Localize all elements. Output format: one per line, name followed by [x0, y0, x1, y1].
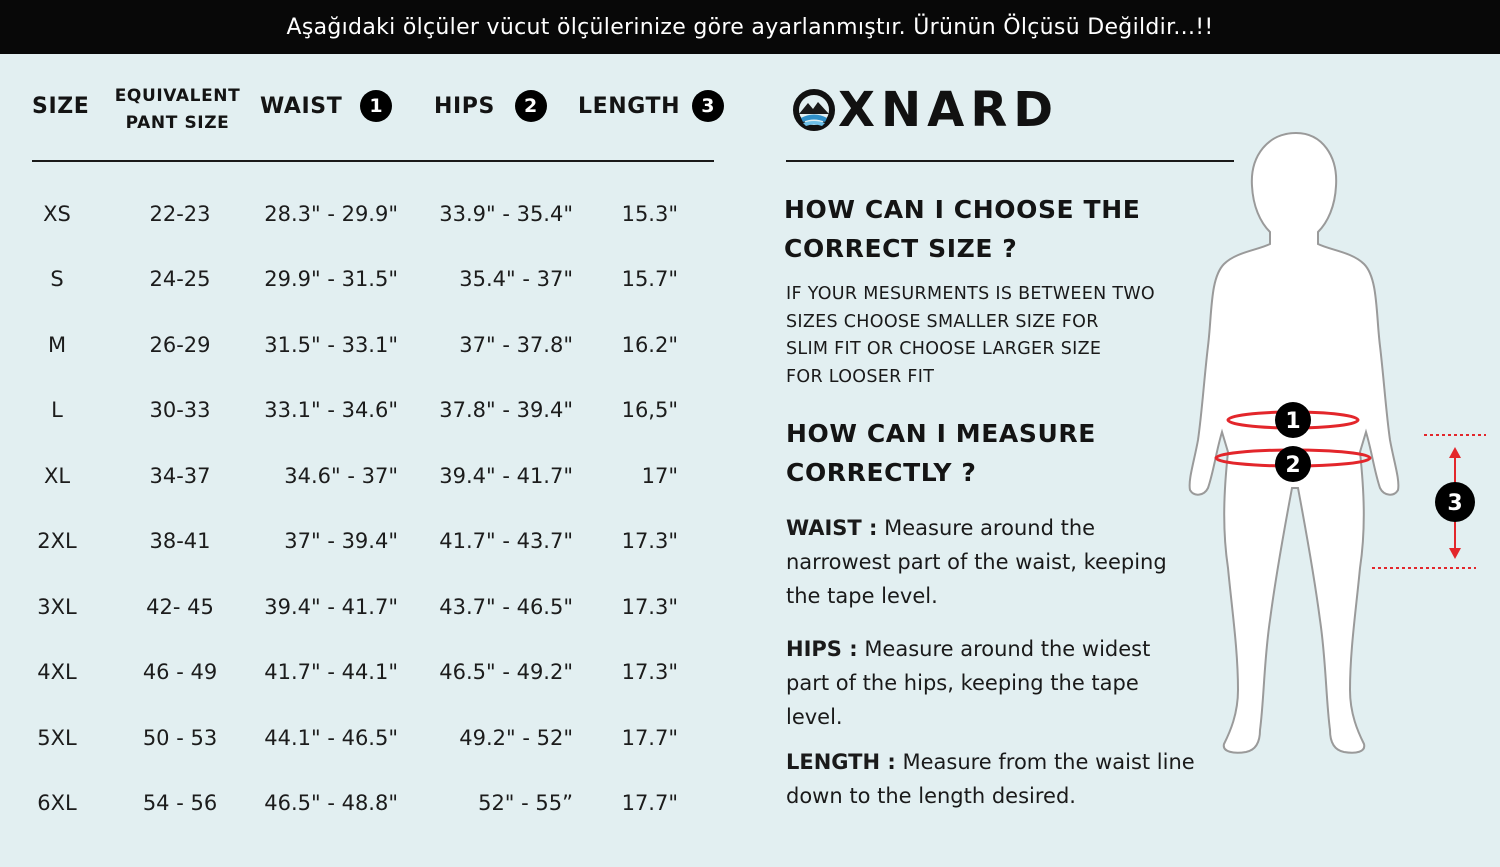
human-silhouette-icon — [1190, 133, 1399, 753]
cell-length: 15.3" — [621, 202, 678, 226]
cell-length: 17.3" — [621, 529, 678, 553]
length-number-badge: 3 — [692, 90, 724, 122]
cell-waist: 34.6" - 37" — [284, 464, 398, 488]
cell-hips: 46.5" - 49.2" — [439, 660, 573, 684]
brand-logo — [792, 84, 1059, 136]
marker-2-label: 2 — [1285, 453, 1301, 478]
cell-hips: 43.7" - 46.5" — [439, 595, 573, 619]
marker-3-label: 3 — [1447, 491, 1463, 516]
cell-pant: 46 - 49 — [142, 660, 218, 684]
cell-pant: 26-29 — [149, 333, 211, 357]
cell-pant: 30-33 — [149, 398, 211, 422]
hips-instruction-text: Measure around the widest part of the hips, keeping the tape level. — [786, 637, 1151, 729]
cell-length: 15.7" — [621, 267, 678, 291]
cell-size: 3XL — [37, 595, 77, 619]
cell-pant: 34-37 — [149, 464, 211, 488]
cell-size: L — [51, 398, 63, 422]
top-banner — [0, 0, 1500, 54]
cell-pant: 24-25 — [149, 267, 211, 291]
choose-text-line: SIZES CHOOSE SMALLER SIZE FOR — [786, 311, 1099, 332]
choose-size-text — [786, 281, 1155, 391]
hips-instruction — [786, 632, 1196, 734]
length-instruction-text: Measure from the waist line down to the length desired. — [786, 750, 1195, 808]
cell-waist: 28.3" - 29.9" — [264, 202, 398, 226]
cell-length: 16,5" — [621, 398, 678, 422]
choose-text-line: SLIM FIT OR CHOOSE LARGER SIZE — [786, 339, 1102, 359]
measure-title-line1: HOW CAN I MEASURE — [786, 419, 1096, 448]
cell-hips: 33.9" - 35.4" — [439, 202, 573, 226]
choose-title-line2: CORRECT SIZE ? — [784, 234, 1018, 263]
header-waist-label: WAIST — [260, 93, 343, 119]
length-instruction-label: LENGTH : — [786, 750, 896, 774]
cell-length: 17.3" — [621, 660, 678, 684]
cell-waist: 46.5" - 48.8" — [264, 791, 398, 815]
cell-size: 2XL — [37, 529, 77, 553]
length-arrow-down-icon — [1449, 548, 1461, 559]
cell-pant: 50 - 53 — [142, 726, 218, 750]
cell-hips: 41.7" - 43.7" — [439, 529, 573, 553]
choose-size-title — [784, 190, 1140, 268]
right-divider — [786, 160, 1234, 162]
measure-title — [786, 414, 1096, 492]
choose-text-line: FOR LOOSER FIT — [786, 366, 935, 387]
waist-instruction-text: Measure around the narrowest part of the waist, keeping the tape level. — [786, 516, 1167, 608]
cell-length: 17.7" — [621, 791, 678, 815]
cell-length: 17" — [641, 464, 678, 488]
cell-hips: 35.4" - 37" — [459, 267, 573, 291]
brand-name: XNARD — [838, 82, 1060, 138]
cell-waist: 29.9" - 31.5" — [264, 267, 398, 291]
cell-hips: 39.4" - 41.7" — [439, 464, 573, 488]
cell-hips: 49.2" - 52" — [459, 726, 573, 750]
cell-hips: 37.8" - 39.4" — [439, 398, 573, 422]
cell-size: 4XL — [37, 660, 77, 684]
header-hips-label: HIPS — [434, 93, 495, 119]
cell-size: 6XL — [37, 791, 77, 815]
cell-hips: 37" - 37.8" — [459, 333, 573, 357]
waist-instruction-label: WAIST : — [786, 516, 878, 540]
length-instruction — [786, 745, 1196, 813]
header-equivalent-line2: PANT SIZE — [125, 113, 230, 133]
header-length-label: LENGTH — [578, 93, 681, 119]
cell-size: XS — [43, 202, 71, 226]
table-header-divider — [32, 160, 714, 162]
hips-instruction-label: HIPS : — [786, 637, 858, 661]
cell-pant: 54 - 56 — [142, 791, 218, 815]
cell-length: 17.7" — [621, 726, 678, 750]
cell-size: 5XL — [37, 726, 77, 750]
waist-instruction — [786, 511, 1196, 613]
cell-hips: 52" - 55” — [478, 791, 573, 815]
marker-1-label: 1 — [1285, 409, 1301, 434]
cell-size: S — [50, 267, 64, 291]
cell-size: M — [47, 333, 67, 357]
header-equivalent-line1: EQUIVALENT — [114, 86, 241, 106]
cell-waist: 44.1" - 46.5" — [264, 726, 398, 750]
cell-waist: 41.7" - 44.1" — [264, 660, 398, 684]
cell-waist: 31.5" - 33.1" — [264, 333, 398, 357]
cell-waist: 37" - 39.4" — [284, 529, 398, 553]
header-waist — [260, 90, 392, 122]
mountain-logo-icon — [792, 88, 836, 132]
header-size-label: SIZE — [32, 94, 90, 119]
measure-title-line2: CORRECTLY ? — [786, 458, 977, 487]
cell-pant: 22-23 — [149, 202, 211, 226]
cell-waist: 33.1" - 34.6" — [264, 398, 398, 422]
banner-text: Aşağıdaki ölçüler vücut ölçülerinize göre ayarlanmıştır. Ürünün Ölçüsü Değildir...!! — [286, 14, 1214, 40]
cell-pant: 42- 45 — [146, 595, 214, 619]
choose-title-line1: HOW CAN I CHOOSE THE — [784, 195, 1141, 224]
cell-size: XL — [43, 464, 71, 488]
hips-number-badge: 2 — [515, 90, 547, 122]
header-length — [578, 90, 724, 122]
body-figure — [1170, 125, 1490, 765]
cell-waist: 39.4" - 41.7" — [264, 595, 398, 619]
waist-number-badge: 1 — [360, 90, 392, 122]
cell-length: 16.2" — [621, 333, 678, 357]
header-size — [32, 94, 89, 119]
header-equivalent — [110, 83, 245, 137]
choose-text-line: IF YOUR MESURMENTS IS BETWEEN TWO — [786, 284, 1155, 304]
length-arrow-up-icon — [1449, 447, 1461, 458]
cell-length: 17.3" — [621, 595, 678, 619]
cell-pant: 38-41 — [149, 529, 211, 553]
header-hips — [434, 90, 547, 122]
